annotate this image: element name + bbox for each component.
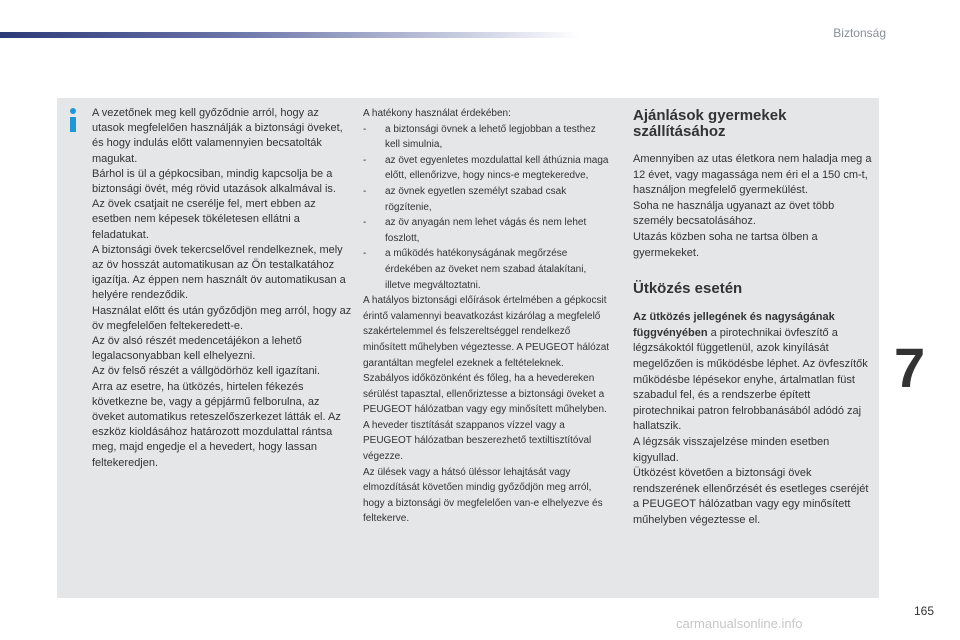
paragraph: Utazás közben soha ne tartsa ölben a gyermekeket. (633, 230, 818, 259)
paragraph: A vezetőnek meg kell győződnie arról, hogy az utasok megfelelően használják a biztonsági öveket, és hogy indulás előtt valamennyien becsatolták magukat. (92, 107, 343, 165)
column-seatbelt-usage (92, 106, 354, 471)
paragraph: Soha ne használja ugyanazt az övet több személy becsatolásához. (633, 199, 835, 228)
heading-collision: Ütközés esetén (633, 280, 743, 298)
info-icon-dot (70, 108, 76, 114)
paragraph: A biztonsági övek tekercselővel rendelkeznek, mely az öv hosszát automatikusan az Ön testalkatához igazítja. Az éppen nem használt öv automatikusan a helyére rendeződik. (92, 243, 346, 302)
dash-bullet: - (363, 217, 367, 229)
paragraph: Amennyiben az utas életkora nem haladja meg a 12 évet, vagy magassága nem éri el a 150 cm-t, használjon megfelelő gyermekülést. (633, 153, 872, 197)
header-gradient-bar (0, 32, 580, 38)
section-title: Biztonság (833, 26, 886, 40)
dash-bullet: - (363, 154, 367, 166)
column-children-collision (633, 108, 873, 528)
dash-bullet: - (363, 248, 367, 260)
paragraph: Az öv felső részét a vállgödörhöz kell igazítani. (92, 365, 321, 378)
paragraph: Ütközést követően a biztonsági övek rendszerének ellenőrzését és esetleges cseréjét a PEUGEOT hálózatban vagy egy minősített műhelyben végeztesse el. (633, 467, 869, 526)
intro-text: A hatékony használat érdekében: (363, 108, 511, 119)
page-number: 165 (914, 604, 935, 618)
list-item: - a biztonsági övnek a lehető legjobban a testhez kell simulnia, (363, 123, 596, 151)
collision-text: a pirotechnikai övfeszítő a légzsákoktól függetlenül, azok kinyílását megelőzően is működésbe léphet. Az övfeszítők működésbe lépésekor enyhe, ártalmatlan füst szabadul fel, és a rendszerbe épített pirotechnikai patron felrobbanásából adódó zaj hallatszik. (633, 326, 868, 433)
paragraph: A légzsák visszajelzése minden esetben kigyullad. (633, 435, 830, 464)
paragraph: Az öv alsó részét medencetájékon a lehető legalacsonyabban kell elhelyezni. (92, 335, 302, 363)
list-item: - az öv anyagán nem lehet vágás és nem lehet foszlott, (363, 217, 587, 244)
paragraph: Bárhol is ül a gépkocsiban, mindig kapcsolja be a biztonsági övét, még rövid utazások alkalmával is. (92, 167, 336, 196)
watermark: carmanualsonline.info (676, 616, 803, 631)
paragraph: Az ülések vagy a hátsó üléssor lehajtását vagy elmozdítását követően mindig győződjön meg arról, hogy a biztonsági öv megfelelően van-e elhelyezve és feltekerve. (363, 466, 603, 525)
dash-bullet: - (363, 185, 367, 197)
heading-child-transport: Ajánlások gyermekek szállításához (633, 107, 787, 140)
dash-bullet: - (363, 123, 367, 135)
paragraph: Szabályos időközönként és főleg, ha a hevedereken sérülést tapasztal, ellenőriztesse a biztonsági öveket a PEUGEOT hálózatban vagy egy minősített műhelyben. (363, 373, 607, 416)
paragraph: Arra az esetre, ha ütközés, hirtelen fékezés következne be, vagy a gépjármű felborulna, az öveket automatikus reteszelőszerkezet látták el. Az eszköz kioldásához határozott mozdulattal rántsa meg, majd engedje el a hevedert, hogy lassan feltekeredjen. (92, 380, 341, 469)
paragraph: A hatályos biztonsági előírások értelmében a gépkocsit érintő valamennyi beavatkozást kizárólag a megfelelő szakértelemmel és felszereltséggel rendelkező minősített műhelyben végeztesse. A PEUGEOT hálózat garantáltan megfelel ezeknek a feltételeknek. (363, 295, 610, 369)
paragraph: Az övek csatjait ne cserélje fel, mert ebben az esetben nem képesek tökéletesen ellátni a feladatukat. (92, 198, 316, 241)
column-effective-use (363, 106, 613, 527)
paragraph: Használat előtt és után győződjön meg arról, hogy az öv megfelelően feltekeredett-e. (92, 304, 352, 332)
paragraph-collision (633, 310, 873, 435)
list-item: - az övnek egyetlen személyt szabad csak rögzítenie, (363, 185, 567, 213)
info-icon (66, 108, 80, 134)
info-icon-bar (70, 117, 76, 132)
chapter-number: 7 (894, 336, 926, 399)
list-item: - a működés hatékonyságának megőrzése érdekében az öveket nem szabad átalakítani, illetve megváltoztatni. (363, 248, 587, 291)
paragraph: A heveder tisztítását szappanos vízzel vagy a PEUGEOT hálózatban beszerezhető textiltisztítóval végezze. (363, 419, 592, 463)
bold-lead: Az ütközés jellegének és nagyságának függvényében (633, 311, 835, 339)
list-item: - az övet egyenletes mozdulattal kell áthúznia maga előtt, ellenőrizve, hogy nincs-e megtekeredve, (363, 154, 609, 182)
bullet-list (363, 122, 613, 294)
